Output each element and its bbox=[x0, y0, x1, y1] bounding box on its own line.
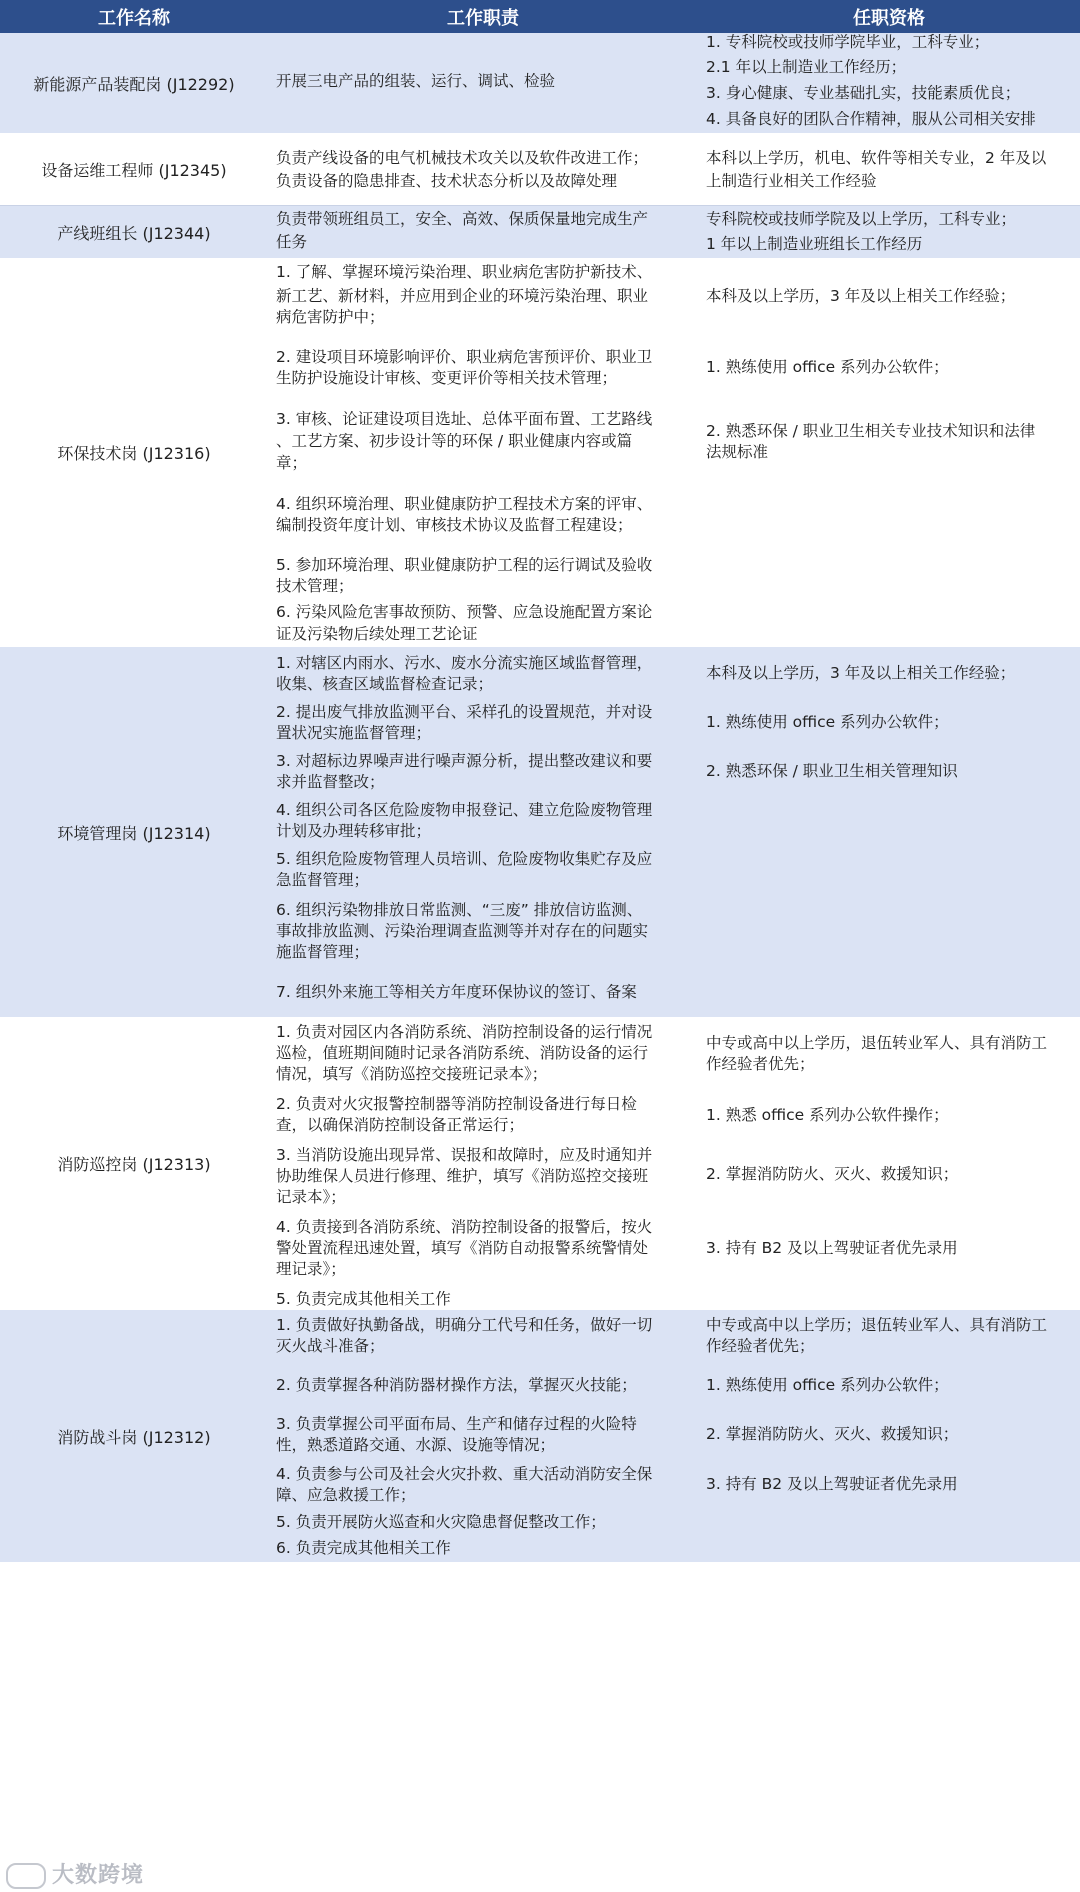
duty-line: 灭火战斗准备； bbox=[276, 1337, 385, 1355]
qual-line: 法规标准 bbox=[706, 443, 769, 461]
job-qualifications bbox=[698, 33, 1080, 133]
duty-line: 理记录》； bbox=[276, 1260, 346, 1278]
job-duties bbox=[268, 647, 698, 1017]
duty-line: 1. 负责对园区内各消防系统、消防控制设备的运行情况 bbox=[276, 1023, 653, 1041]
table-row bbox=[0, 133, 1080, 206]
duty-line: 情况，填写《消防巡控交接班记录本》； bbox=[276, 1065, 548, 1083]
duty-line: 病危害防护中； bbox=[276, 308, 385, 326]
duty-line: 章； bbox=[276, 454, 308, 472]
duty-line: 新工艺、新材料，并应用到企业的环境污染治理、职业 bbox=[276, 287, 649, 305]
qual-line: 1. 专科院校或技师学院毕业，工科专业； bbox=[706, 33, 990, 51]
job-duties bbox=[268, 206, 698, 258]
header-job-name: 工作名称 bbox=[98, 7, 170, 29]
duty-line: 2. 负责掌握各种消防器材操作方法，掌握灭火技能； bbox=[276, 1376, 637, 1394]
duty-line: 7. 组织外来施工等相关方年度环保协议的签订、备案 bbox=[276, 983, 637, 1001]
table-row bbox=[0, 647, 1080, 1017]
duty-line: 5. 负责完成其他相关工作 bbox=[276, 1290, 451, 1308]
qual-line: 专科院校或技师学院及以上学历，工科专业； bbox=[706, 210, 1017, 228]
qual-line: 4. 具备良好的团队合作精神，服从公司相关安排 bbox=[706, 110, 1036, 128]
duty-line: 求并监督整改； bbox=[276, 773, 385, 791]
qual-line: 本科以上学历，机电、软件等相关专业，2 年及以 bbox=[706, 149, 1047, 167]
duty-line: 2. 提出废气排放监测平台、采样孔的设置规范，并对设 bbox=[276, 703, 653, 721]
duty-line: 急监督管理； bbox=[276, 871, 370, 889]
table-row bbox=[0, 33, 1080, 133]
watermark-text: 大数跨境 bbox=[52, 1863, 145, 1888]
job-duties bbox=[268, 1017, 698, 1310]
duty-line: 5. 参加环境治理、职业健康防护工程的运行调试及验收 bbox=[276, 556, 653, 574]
qual-line: 上制造行业相关工作经验 bbox=[706, 172, 877, 190]
duty-line: 开展三电产品的组装、运行、调试、检验 bbox=[276, 72, 556, 90]
qual-line: 1. 熟练使用 office 系列办公软件； bbox=[706, 713, 949, 731]
duty-line: 3. 当消防设施出现异常、误报和故障时，应及时通知并 bbox=[276, 1146, 653, 1164]
duty-line: 生防护设施设计审核、变更评价等相关技术管理； bbox=[276, 369, 618, 387]
job-duties bbox=[268, 33, 698, 133]
header-qualifications: 任职资格 bbox=[853, 7, 925, 29]
table-row bbox=[0, 1310, 1080, 1562]
table-row bbox=[0, 206, 1080, 258]
job-duties bbox=[268, 258, 698, 647]
duty-line: 事故排放监测、污染治理调查监测等并对存在的问题实 bbox=[276, 922, 649, 940]
table-header bbox=[0, 0, 1080, 33]
job-qualifications bbox=[698, 206, 1080, 258]
job-duties bbox=[268, 1310, 698, 1562]
job-name: 消防战斗岗 (J12312) bbox=[57, 1427, 211, 1447]
duty-line: 6. 污染风险危害事故预防、预警、应急设施配置方案论 bbox=[276, 603, 653, 621]
qual-line: 2.1 年以上制造业工作经历； bbox=[706, 58, 907, 76]
duty-line: 巡检，值班期间随时记录各消防系统、消防设备的运行 bbox=[276, 1044, 649, 1062]
qual-line: 中专或高中以上学历，退伍转业军人、具有消防工 bbox=[706, 1034, 1048, 1052]
duty-line: 、工艺方案、初步设计等的环保 / 职业健康内容或篇 bbox=[276, 432, 633, 450]
duty-line: 负责产线设备的电气机械技术攻关以及软件改进工作； bbox=[276, 149, 649, 167]
job-name: 产线班组长 (J12344) bbox=[57, 223, 211, 243]
qual-line: 3. 身心健康、专业基础扎实，技能素质优良； bbox=[706, 84, 1021, 102]
duty-line: 任务 bbox=[276, 233, 308, 251]
job-qualifications bbox=[698, 1017, 1080, 1310]
duty-line: 证及污染物后续处理工艺论证 bbox=[276, 625, 478, 643]
job-name: 新能源产品装配岗 (J12292) bbox=[33, 74, 235, 94]
table-row bbox=[0, 258, 1080, 647]
duty-line: 负责设备的隐患排查、技术状态分析以及故障处理 bbox=[276, 172, 618, 190]
duty-line: 6. 组织污染物排放日常监测、“三废” 排放信访监测、 bbox=[276, 901, 643, 919]
job-qualifications bbox=[698, 647, 1080, 1017]
duty-line: 计划及办理转移审批； bbox=[276, 822, 432, 840]
duty-line: 4. 负责参与公司及社会火灾扑救、重大活动消防安全保 bbox=[276, 1465, 653, 1483]
qual-line: 作经验者优先； bbox=[706, 1337, 815, 1355]
duty-line: 1. 了解、掌握环境污染治理、职业病危害防护新技术、 bbox=[276, 263, 653, 281]
job-name: 环境管理岗 (J12314) bbox=[57, 823, 211, 843]
job-qualifications bbox=[698, 258, 1080, 647]
job-qualifications bbox=[698, 1310, 1080, 1562]
qual-line: 作经验者优先； bbox=[706, 1055, 815, 1073]
duty-line: 记录本》； bbox=[276, 1188, 346, 1206]
duty-line: 技术管理； bbox=[276, 577, 354, 595]
table-row bbox=[0, 1017, 1080, 1310]
duty-line: 编制投资年度计划、审核技术协议及监督工程建设； bbox=[276, 516, 633, 534]
duty-line: 协助维保人员进行修理、维护，填写《消防巡控交接班 bbox=[276, 1167, 649, 1185]
duty-line: 查，以确保消防控制设备正常运行； bbox=[276, 1116, 525, 1134]
qual-line: 1. 熟练使用 office 系列办公软件； bbox=[706, 358, 949, 376]
header-duties: 工作职责 bbox=[447, 7, 519, 29]
duty-line: 4. 组织环境治理、职业健康防护工程技术方案的评审、 bbox=[276, 495, 653, 513]
duty-line: 置状况实施监督管理； bbox=[276, 724, 432, 742]
duty-line: 4. 组织公司各区危险废物申报登记、建立危险废物管理 bbox=[276, 801, 653, 819]
qual-line: 本科及以上学历，3 年及以上相关工作经验； bbox=[706, 287, 1016, 305]
duty-line: 5. 组织危险废物管理人员培训、危险废物收集贮存及应 bbox=[276, 850, 653, 868]
job-name: 消防巡控岗 (J12313) bbox=[57, 1155, 211, 1174]
qual-line: 2. 掌握消防防火、灭火、救援知识； bbox=[706, 1165, 959, 1183]
duty-line: 2. 负责对火灾报警控制器等消防控制设备进行每日检 bbox=[276, 1095, 637, 1113]
job-duties bbox=[268, 133, 698, 205]
duty-line: 性，熟悉道路交通、水源、设施等情况； bbox=[276, 1436, 556, 1454]
duty-line: 3. 审核、论证建设项目选址、总体平面布置、工艺路线 bbox=[276, 410, 653, 428]
duty-line: 3. 负责掌握公司平面布局、生产和储存过程的火险特 bbox=[276, 1415, 637, 1433]
qual-line: 2. 熟悉环保 / 职业卫生相关专业技术知识和法律 bbox=[706, 422, 1036, 440]
job-name: 环保技术岗 (J12316) bbox=[57, 444, 211, 463]
qual-line: 3. 持有 B2 及以上驾驶证者优先录用 bbox=[706, 1475, 958, 1493]
duty-line: 警处置流程迅速处置，填写《消防自动报警系统警情处 bbox=[276, 1239, 649, 1257]
duty-line: 1. 负责做好执勤备战，明确分工代号和任务，做好一切 bbox=[276, 1316, 653, 1334]
qual-line: 3. 持有 B2 及以上驾驶证者优先录用 bbox=[706, 1239, 958, 1257]
duty-line: 施监督管理； bbox=[276, 943, 370, 961]
qual-line: 1. 熟悉 office 系列办公软件操作； bbox=[706, 1106, 949, 1124]
duty-line: 负责带领班组员工，安全、高效、保质保量地完成生产 bbox=[276, 210, 649, 228]
watermark bbox=[6, 1858, 144, 1889]
job-qualifications bbox=[698, 133, 1080, 205]
qual-line: 本科及以上学历，3 年及以上相关工作经验； bbox=[706, 664, 1016, 682]
duty-line: 收集、核查区域监督检查记录； bbox=[276, 675, 494, 693]
duty-line: 2. 建设项目环境影响评价、职业病危害预评价、职业卫 bbox=[276, 348, 653, 366]
duty-line: 4. 负责接到各消防系统、消防控制设备的报警后，按火 bbox=[276, 1218, 653, 1236]
duty-line: 障、应急救援工作； bbox=[276, 1486, 416, 1504]
qual-line: 中专或高中以上学历；退伍转业军人、具有消防工 bbox=[706, 1316, 1048, 1334]
job-name: 设备运维工程师 (J12345) bbox=[41, 160, 227, 180]
duty-line: 3. 对超标边界噪声进行噪声源分析，提出整改建议和要 bbox=[276, 752, 653, 770]
qual-line: 1 年以上制造业班组长工作经历 bbox=[706, 235, 923, 253]
duty-line: 6. 负责完成其他相关工作 bbox=[276, 1539, 451, 1557]
duty-line: 1. 对辖区内雨水、污水、废水分流实施区域监督管理， bbox=[276, 654, 653, 672]
duty-line: 5. 负责开展防火巡查和火灾隐患督促整改工作； bbox=[276, 1513, 606, 1531]
qual-line: 1. 熟练使用 office 系列办公软件； bbox=[706, 1376, 949, 1394]
qual-line: 2. 熟悉环保 / 职业卫生相关管理知识 bbox=[706, 762, 958, 780]
watermark-logo-icon bbox=[6, 1863, 46, 1889]
qual-line: 2. 掌握消防防火、灭火、救援知识； bbox=[706, 1425, 959, 1443]
